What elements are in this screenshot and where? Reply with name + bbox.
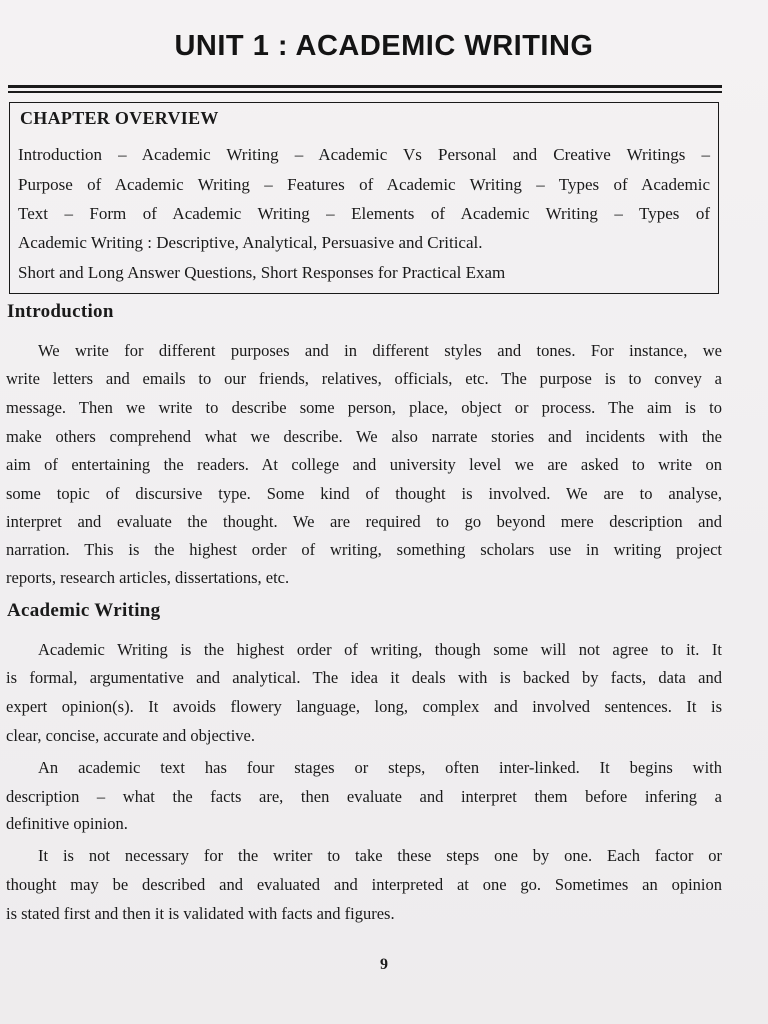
chapter-overview-box — [9, 102, 719, 294]
page-number: 9 — [380, 956, 388, 973]
overview-line: Purpose of Academic Writing – Features of Academic Writing – Types of Academic — [18, 175, 710, 194]
paragraph-line: aim of entertaining the readers. At college and university level we are asked to write on — [6, 455, 722, 474]
academic-writing-heading: Academic Writing — [7, 600, 161, 621]
paragraph-line: Academic Writing is the highest order of writing, though some will not agree to it. It — [38, 640, 722, 659]
title-rule-thin — [8, 91, 722, 93]
paragraph-line: We write for different purposes and in different styles and tones. For instance, we — [38, 341, 722, 360]
paragraph-line: narration. This is the highest order of writing, something scholars use in writing project — [6, 540, 722, 559]
paragraph-line: make others comprehend what we describe. We also narrate stories and incidents with the — [6, 427, 722, 446]
overview-line: Academic Writing : Descriptive, Analytical, Persuasive and Critical. — [18, 233, 483, 252]
overview-line: Introduction – Academic Writing – Academic Vs Personal and Creative Writings – — [18, 145, 710, 164]
paragraph-line: expert opinion(s). It avoids flowery language, long, complex and involved sentences. It is — [6, 697, 722, 716]
overview-line: Text – Form of Academic Writing – Elements of Academic Writing – Types of — [18, 204, 710, 223]
paragraph-line: definitive opinion. — [6, 814, 128, 833]
paragraph-line: is stated first and then it is validated with facts and figures. — [6, 904, 395, 923]
paragraph-line: write letters and emails to our friends, relatives, officials, etc. The purpose is to convey a — [6, 369, 722, 388]
paragraph-line: An academic text has four stages or steps, often inter-linked. It begins with — [38, 758, 722, 777]
paragraph-line: thought may be described and evaluated and interpreted at one go. Sometimes an opinion — [6, 875, 722, 894]
chapter-overview-title: CHAPTER OVERVIEW — [20, 108, 219, 128]
unit-title: UNIT 1 : ACADEMIC WRITING — [174, 30, 594, 62]
paragraph-line: interpret and evaluate the thought. We are required to go beyond mere description and — [6, 512, 722, 531]
paragraph-line: some topic of discursive type. Some kind of thought is involved. We are to analyse, — [6, 484, 722, 503]
paragraph-line: message. Then we write to describe some person, place, object or process. The aim is to — [6, 398, 722, 417]
overview-line: Short and Long Answer Questions, Short Responses for Practical Exam — [18, 263, 506, 282]
title-rule-thick — [8, 85, 722, 88]
paragraph-line: reports, research articles, dissertations, etc. — [6, 568, 290, 587]
paragraph-line: It is not necessary for the writer to take these steps one by one. Each factor or — [38, 846, 722, 865]
introduction-heading: Introduction — [7, 301, 114, 322]
paragraph-line: clear, concise, accurate and objective. — [6, 726, 255, 745]
paragraph-line: description – what the facts are, then evaluate and interpret them before infering a — [6, 787, 722, 806]
paragraph-line: is formal, argumentative and analytical. The idea it deals with is backed by facts, data and — [6, 668, 722, 687]
